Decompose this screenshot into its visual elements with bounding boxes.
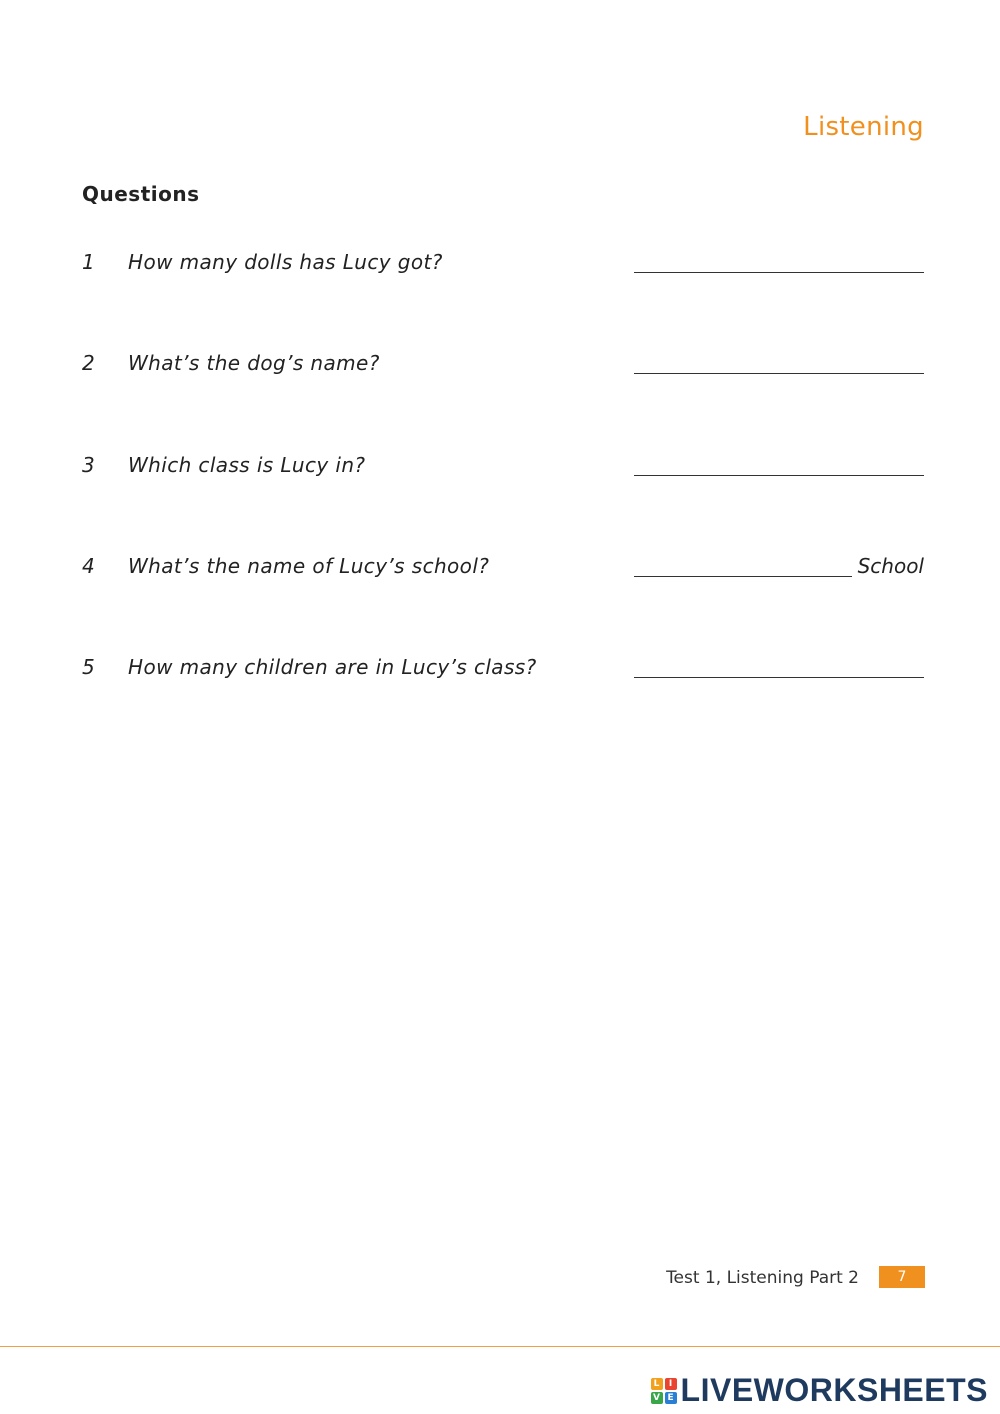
brand[interactable] — [651, 1372, 988, 1409]
section-title: Listening — [803, 112, 924, 142]
logo-letter-v: V — [651, 1392, 663, 1404]
question-number: 1 — [82, 250, 95, 274]
footer-label: Test 1, Listening Part 2 — [666, 1268, 859, 1288]
brand-name: LIVEWORKSHEETS — [680, 1372, 988, 1408]
question-number: 5 — [82, 655, 95, 679]
logo-letter-i: I — [665, 1378, 677, 1390]
question-number: 2 — [82, 351, 95, 375]
liveworksheets-logo-icon — [651, 1378, 677, 1404]
answer-line[interactable] — [634, 272, 924, 273]
question-text: Which class is Lucy in? — [128, 453, 366, 477]
answer-line[interactable] — [634, 475, 924, 476]
question-row-4 — [82, 546, 924, 586]
logo-letter-e: E — [665, 1392, 677, 1404]
answer-line[interactable] — [634, 576, 852, 577]
answer-line[interactable] — [634, 373, 924, 374]
question-row-5 — [82, 647, 924, 687]
page-number-badge: 7 — [879, 1266, 925, 1288]
footer-divider — [0, 1346, 1000, 1347]
question-text: What’s the name of Lucy’s school? — [128, 554, 490, 578]
question-text: What’s the dog’s name? — [128, 351, 380, 375]
questions-heading: Questions — [82, 182, 200, 206]
question-row-1 — [82, 242, 924, 282]
question-text: How many dolls has Lucy got? — [128, 250, 443, 274]
question-text: How many children are in Lucy’s class? — [128, 655, 537, 679]
answer-suffix: School — [857, 554, 924, 578]
question-row-2 — [82, 343, 924, 383]
question-number: 4 — [82, 554, 95, 578]
question-number: 3 — [82, 453, 95, 477]
logo-letter-l: L — [651, 1378, 663, 1390]
answer-line[interactable] — [634, 677, 924, 678]
question-row-3 — [82, 445, 924, 485]
